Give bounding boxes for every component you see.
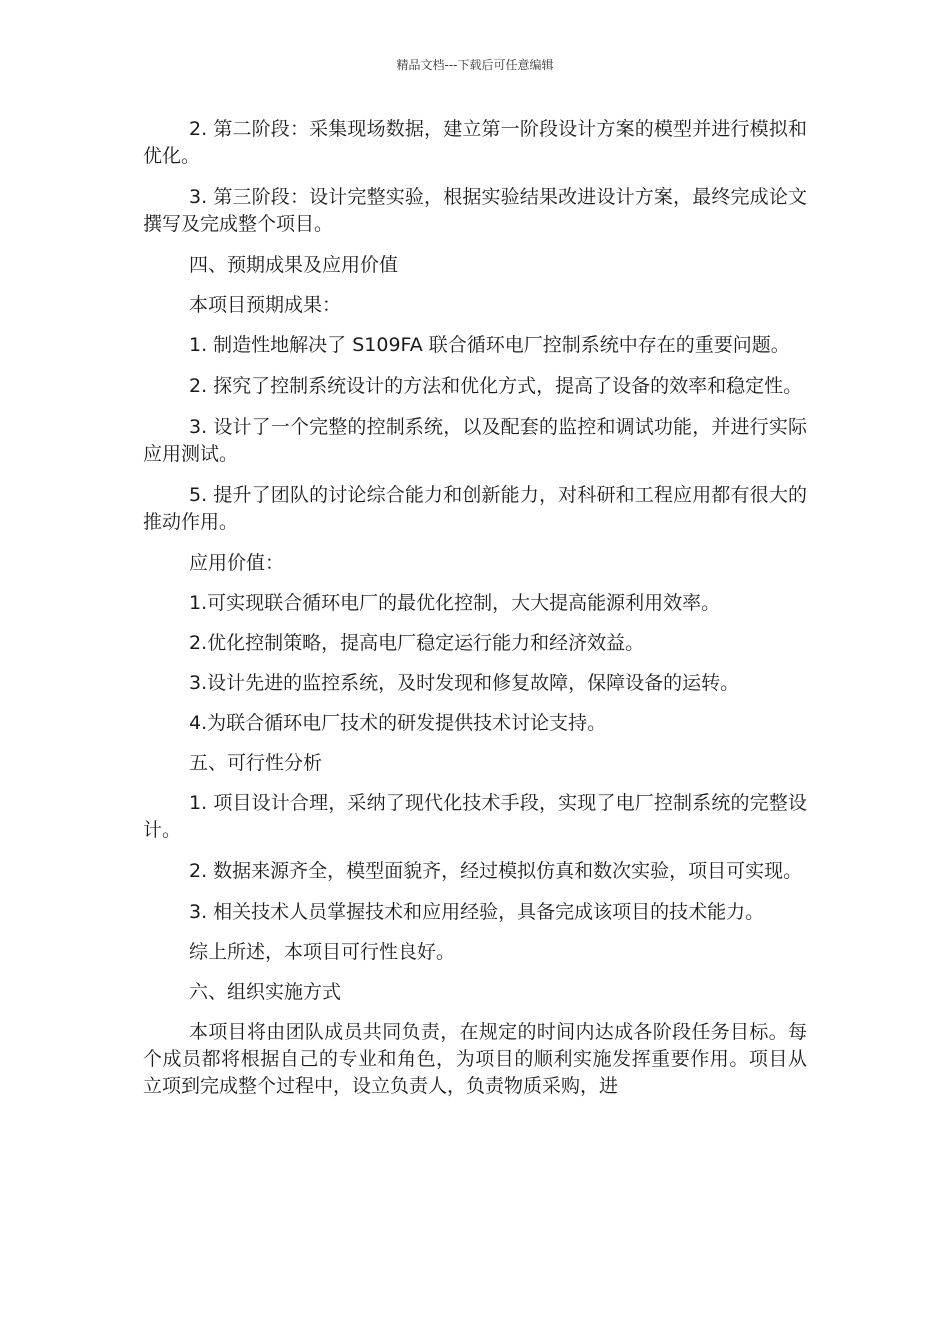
section-heading-organization: 六、组织实施方式	[189, 981, 342, 1003]
page-header: 精品文档---下载后可任意编辑	[396, 58, 554, 72]
paragraph-result-1: 1. 制造性地解决了 S109FA 联合循环电厂控制系统中存在的重要问题。	[189, 334, 790, 356]
paragraph-feasibility-3: 3. 相关技术人员掌握技术和应用经验，具备完成该项目的技术能力。	[189, 901, 765, 923]
paragraph-organization: 本项目将由团队成员共同负责，在规定的时间内达成各阶段任务目标。每个成员都将根据自己的专业和角色，为项目的顺利实施发挥重要作用。项目从立项到完成整个过程中，设立负责人，负责物质采购，进	[143, 1021, 807, 1097]
paragraph-feasibility-summary: 综上所述，本项目可行性良好。	[189, 941, 456, 963]
paragraph-value-3: 3.设计先进的监控系统，及时发现和修复故障，保障设备的运转。	[189, 672, 740, 694]
paragraph-expected-results-intro: 本项目预期成果：	[189, 294, 342, 316]
document-body	[143, 116, 807, 1114]
paragraph-value-4: 4.为联合循环电厂技术的研发提供技术讨论支持。	[189, 712, 607, 734]
paragraph-value-2: 2.优化控制策略，提高电厂稳定运行能力和经济效益。	[189, 632, 645, 654]
section-heading-expected-results: 四、预期成果及应用价值	[189, 254, 399, 276]
paragraph-application-value-intro: 应用价值：	[189, 552, 285, 574]
section-heading-feasibility: 五、可行性分析	[189, 752, 323, 774]
paragraph-feasibility-2: 2. 数据来源齐全，模型面貌齐，经过模拟仿真和数次实验，项目可实现。	[189, 860, 803, 882]
paragraph-result-2: 2. 探究了控制系统设计的方法和优化方式，提高了设备的效率和稳定性。	[189, 375, 803, 397]
paragraph-value-1: 1.可实现联合循环电厂的最优化控制，大大提高能源利用效率。	[189, 592, 721, 614]
paragraph-result-5: 5. 提升了团队的讨论综合能力和创新能力，对科研和工程应用都有很大的推动作用。	[143, 484, 807, 533]
paragraph-phase-three: 3. 第三阶段：设计完整实验，根据实验结果改进设计方案，最终完成论文撰写及完成整个项目。	[143, 186, 807, 235]
paragraph-feasibility-1: 1. 项目设计合理，采纳了现代化技术手段，实现了电厂控制系统的完整设计。	[143, 792, 807, 841]
paragraph-result-3: 3. 设计了一个完整的控制系统，以及配套的监控和调试功能，并进行实际应用测试。	[143, 416, 807, 465]
paragraph-phase-two: 2. 第二阶段：采集现场数据，建立第一阶段设计方案的模型并进行模拟和优化。	[143, 118, 807, 167]
